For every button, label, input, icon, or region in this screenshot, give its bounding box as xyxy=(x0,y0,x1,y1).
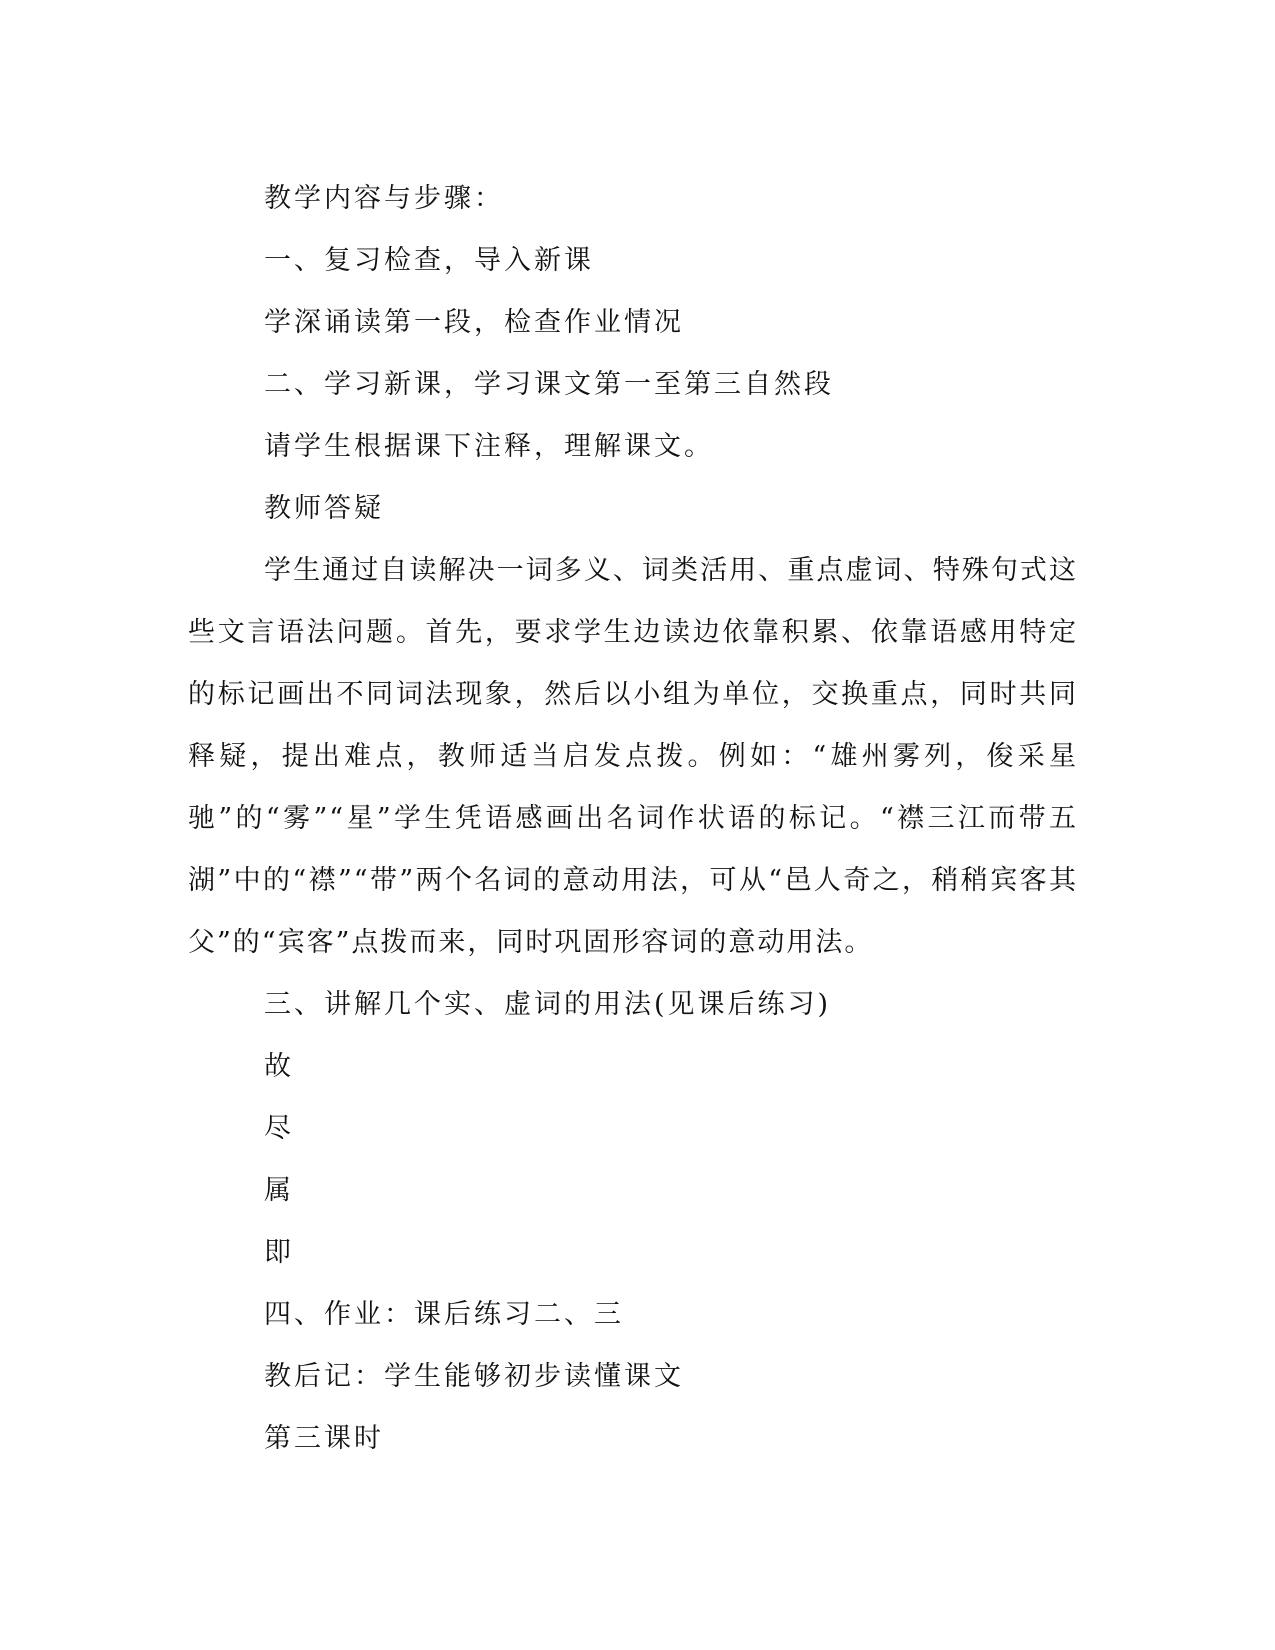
word-item-jin: 尽 xyxy=(264,1113,294,1144)
step-four-homework: 四、作业：课后练习二、三 xyxy=(264,1299,624,1330)
section-heading-content-steps: 教学内容与步骤： xyxy=(264,183,504,214)
body-paragraph: 学生通过自读解决一词多义、词类活用、重点虚词、特殊句式这些文言语法问题。首先，要求学生边读边依靠积累、依靠语感用特定的标记画出不同词法现象，然后以小组为单位，交换重点，同时共同释疑，提出难点，教师适当启发点拨。例如：“雄州雾列，俊采星驰”的“雾”“星”学生凭语感画出名词作状语的标记。“襟三江而带五湖”中的“襟”“带”两个名词的意动用法，可从“邑人奇之，稍稍宾客其父”的“宾客”点拨而来，同时巩固形容词的意动用法。 xyxy=(188,555,1078,958)
step-three-heading: 三、讲解几个实、虚词的用法(见课后练习) xyxy=(264,989,832,1020)
word-item-gu: 故 xyxy=(264,1051,294,1082)
step-two-heading: 二、学习新课，学习课文第一至第三自然段 xyxy=(264,369,834,400)
teaching-reflection: 教后记：学生能够初步读懂课文 xyxy=(264,1361,684,1392)
step-one-heading: 一、复习检查，导入新课 xyxy=(264,245,594,276)
step-two-instruction: 请学生根据课下注释，理解课文。 xyxy=(264,431,714,462)
third-lesson-heading: 第三课时 xyxy=(264,1423,384,1454)
word-item-ji: 即 xyxy=(264,1237,294,1268)
word-item-shu: 属 xyxy=(264,1175,294,1206)
teacher-qa-label: 教师答疑 xyxy=(264,493,384,524)
document-body xyxy=(188,168,1078,1470)
step-one-text: 学深诵读第一段，检查作业情况 xyxy=(264,307,684,338)
